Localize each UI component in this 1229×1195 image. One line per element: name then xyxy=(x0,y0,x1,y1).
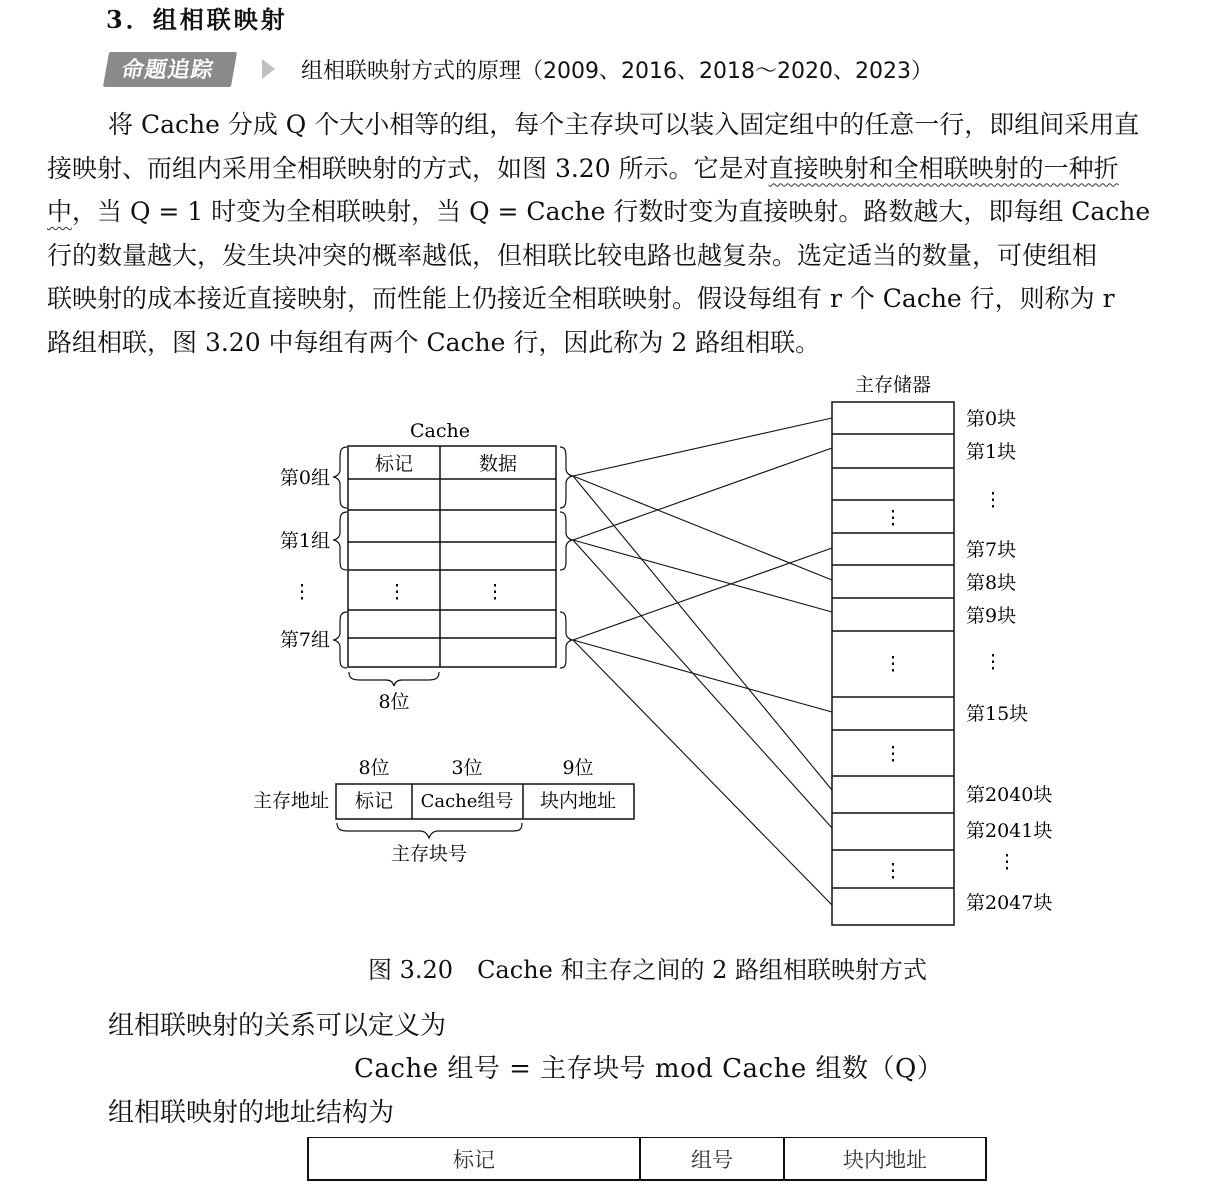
addr-bits-tag: 8位 xyxy=(358,757,390,779)
para-emphasis: 直接映射和全相联映射的一种折 xyxy=(768,153,1119,183)
block-label-8: 第8块 xyxy=(966,572,1017,594)
para-line-1: 将 Cache 分成 Q 个大小相等的组，每个主存块可以装入固定组中的任意一行，即组间采用直 xyxy=(108,110,1140,139)
section-heading: 3．组相联映射 xyxy=(106,5,288,34)
addr-table-group: 组号 xyxy=(641,1138,785,1179)
topic-tracking-tag: 命题追踪 xyxy=(103,52,237,87)
figure-caption: 图 3.20 Cache 和主存之间的 2 路组相联映射方式 xyxy=(368,956,927,984)
block-label-dots-2: ⋮ xyxy=(983,651,1003,673)
block-number-label: 主存块号 xyxy=(390,843,468,865)
address-structure-table xyxy=(307,1137,987,1181)
mapping-formula: Cache 组号 = 主存块号 mod Cache 组数（Q） xyxy=(354,1054,944,1084)
addr-bits-offset: 9位 xyxy=(562,757,594,779)
para-emphasis-end: 中 xyxy=(47,197,73,227)
para-line-5: 联映射的成本接近直接映射，而性能上仍接近全相联映射。假设每组有 r 个 Cache 行，则称为 r xyxy=(47,284,1115,314)
addr-field-group: Cache组号 xyxy=(420,791,514,812)
block-label-0: 第0块 xyxy=(966,408,1017,430)
definition-intro: 组相联映射的关系可以定义为 xyxy=(108,1011,447,1041)
group-label-7: 第7组 xyxy=(279,629,330,651)
block-label-2041: 第2041块 xyxy=(966,820,1053,842)
group-label-dots: ⋮ xyxy=(292,581,312,603)
memory-title: 主存储器 xyxy=(854,374,932,396)
block-label-7: 第7块 xyxy=(966,539,1017,561)
topic-tracking-text: 组相联映射方式的原理（2009、2016、2018～2020、2023） xyxy=(301,58,933,84)
addr-table-offset: 块内地址 xyxy=(843,1147,927,1172)
addr-field-tag: 标记 xyxy=(354,790,394,812)
block-label-2040: 第2040块 xyxy=(966,784,1053,806)
block-label-2047: 第2047块 xyxy=(966,892,1053,914)
cache-dots-data: ⋮ xyxy=(485,581,505,603)
block-label-1: 第1块 xyxy=(966,441,1017,463)
addr-table-tag: 标记 xyxy=(309,1138,641,1179)
group-label-0: 第0组 xyxy=(279,467,330,489)
block-label-dots-3: ⋮ xyxy=(997,851,1017,873)
para-line-3b: ，当 Q = 1 时变为全相联映射，当 Q = Cache 行数时变为直接映射。路数越大，即每组 Cache xyxy=(72,197,1151,227)
address-structure-intro: 组相联映射的地址结构为 xyxy=(108,1098,395,1128)
para-line-2a: 接映射、而组内采用全相联映射的方式，如图 3.20 所示。它是对 xyxy=(47,153,769,183)
group-label-1: 第1组 xyxy=(279,530,330,552)
cache-dots-tag: ⋮ xyxy=(387,581,407,603)
block-label-dots-1: ⋮ xyxy=(983,489,1003,511)
cache-width-label: 8位 xyxy=(378,691,410,713)
cache-title: Cache xyxy=(410,420,470,442)
memory-dots-1: ⋮ xyxy=(883,507,903,529)
addr-label: 主存地址 xyxy=(252,790,329,812)
cache-col-tag: 标记 xyxy=(374,453,414,475)
memory-dots-3: ⋮ xyxy=(883,743,903,765)
addr-field-offset: 块内地址 xyxy=(539,790,617,812)
memory-dots-4: ⋮ xyxy=(883,860,903,882)
addr-bits-group: 3位 xyxy=(451,757,483,779)
cache-col-data: 数据 xyxy=(478,453,518,475)
block-label-9: 第9块 xyxy=(966,605,1017,627)
para-line-6: 路组相联，图 3.20 中每组有两个 Cache 行，因此称为 2 路组相联。 xyxy=(47,327,821,357)
memory-dots-2: ⋮ xyxy=(883,653,903,675)
para-line-4: 行的数量越大，发生块冲突的概率越低，但相联比较电路也越复杂。选定适当的数量，可使组相 xyxy=(47,240,1098,270)
block-label-15: 第15块 xyxy=(966,703,1029,725)
